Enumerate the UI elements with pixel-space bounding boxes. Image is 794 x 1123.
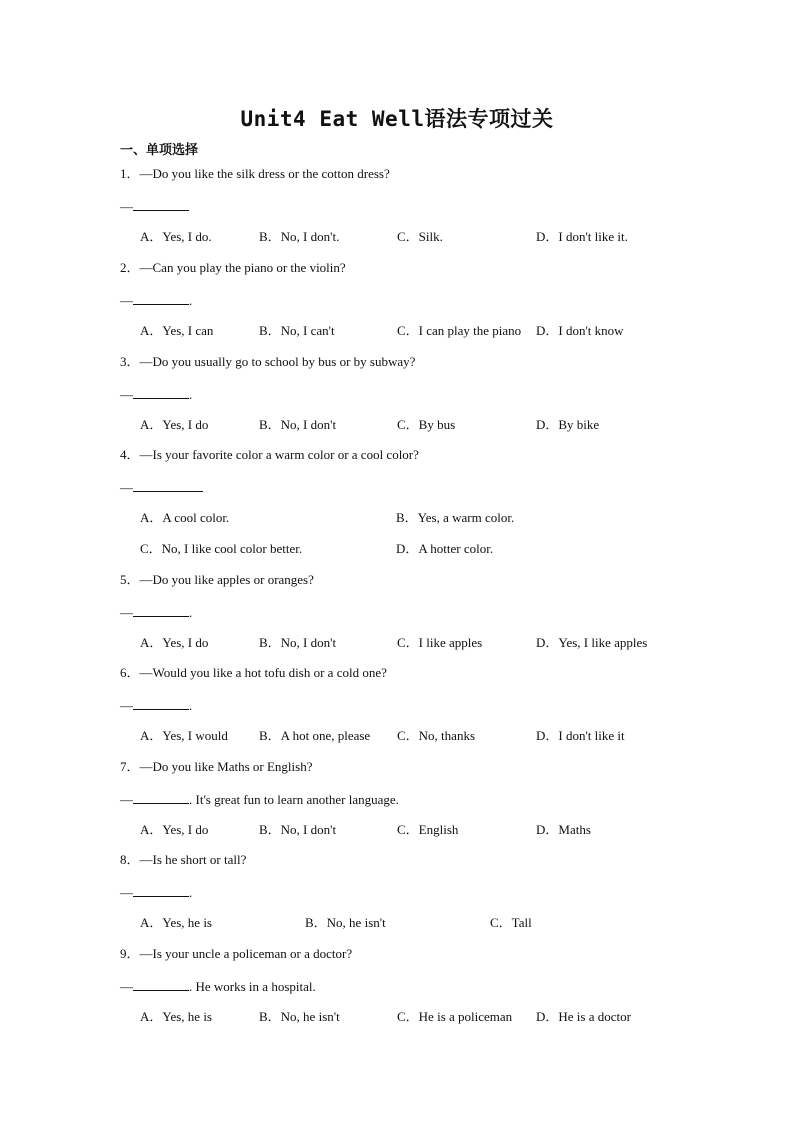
answer-prefix: — — [120, 480, 133, 495]
question-number: 8． — [120, 852, 140, 867]
option-c[interactable]: C．I can play the piano — [397, 323, 522, 338]
question-number: 2． — [120, 260, 140, 275]
answer-line — [120, 697, 192, 714]
question-number: 7． — [120, 759, 140, 774]
option-c[interactable]: C．Silk. — [397, 229, 443, 244]
option-a[interactable]: A．Yes, I would — [140, 728, 228, 743]
answer-blank[interactable] — [133, 604, 189, 617]
question-text — [120, 260, 346, 276]
option-a[interactable]: A．Yes, I can — [140, 323, 214, 338]
option-d[interactable]: D．Yes, I like apples — [536, 635, 648, 650]
answer-line — [120, 978, 316, 995]
option-d[interactable]: D．I don't like it. — [536, 229, 628, 244]
option-a[interactable]: A．Yes, he is — [140, 1009, 212, 1024]
question-prompt: —Do you like Maths or English? — [139, 759, 313, 774]
option-c[interactable]: C．No, thanks — [397, 728, 476, 743]
option-d[interactable]: D．He is a doctor — [536, 1009, 631, 1024]
question-number: 5． — [120, 572, 140, 587]
answer-line — [120, 604, 192, 621]
question-text — [120, 572, 314, 588]
question-prompt: —Is your uncle a policeman or a doctor? — [139, 946, 353, 961]
answer-prefix: — — [120, 698, 133, 713]
answer-blank[interactable] — [133, 791, 189, 804]
question-prompt: —Can you play the piano or the violin? — [139, 260, 346, 275]
answer-suffix: . — [189, 605, 193, 620]
answer-line — [120, 884, 192, 901]
answer-prefix: — — [120, 792, 133, 807]
option-c[interactable]: C．No, I like cool color better. — [140, 541, 303, 556]
answer-blank[interactable] — [133, 479, 203, 492]
answer-blank[interactable] — [133, 697, 189, 710]
option-a[interactable]: A．Yes, he is — [140, 915, 212, 930]
question-text — [120, 759, 312, 775]
option-b[interactable]: B．No, he isn't — [305, 915, 386, 930]
option-a[interactable]: A．Yes, I do — [140, 417, 209, 432]
question-number: 4． — [120, 447, 140, 462]
answer-line — [120, 198, 189, 215]
option-b[interactable]: B．A hot one, please — [259, 728, 371, 743]
option-a[interactable]: A．Yes, I do. — [140, 229, 212, 244]
answer-suffix: . — [189, 885, 193, 900]
question-text — [120, 447, 419, 463]
question-text — [120, 665, 387, 681]
section-heading: 一、单项选择 — [120, 143, 199, 158]
answer-prefix: — — [120, 387, 133, 402]
answer-suffix: . — [189, 293, 193, 308]
answer-suffix: . — [189, 698, 193, 713]
answer-prefix: — — [120, 199, 133, 214]
option-c[interactable]: C．Tall — [490, 915, 532, 930]
answer-suffix: . He works in a hospital. — [189, 979, 316, 994]
option-d[interactable]: D．A hotter color. — [396, 541, 494, 556]
option-b[interactable]: B．No, I can't — [259, 323, 335, 338]
answer-line — [120, 479, 203, 496]
answer-line — [120, 791, 399, 808]
option-a[interactable]: A．Yes, I do — [140, 635, 209, 650]
answer-suffix: . It's great fun to learn another language. — [189, 792, 399, 807]
answer-blank[interactable] — [133, 198, 189, 211]
option-b[interactable]: B．No, he isn't — [259, 1009, 340, 1024]
option-d[interactable]: D．I don't like it — [536, 728, 625, 743]
option-b[interactable]: B．No, I don't — [259, 635, 337, 650]
question-prompt: —Is your favorite color a warm color or a cool color? — [139, 447, 419, 462]
answer-blank[interactable] — [133, 978, 189, 991]
question-text — [120, 946, 352, 962]
answer-suffix: . — [189, 387, 193, 402]
option-a[interactable]: A．Yes, I do — [140, 822, 209, 837]
option-c[interactable]: C．English — [397, 822, 459, 837]
question-prompt: —Is he short or tall? — [139, 852, 247, 867]
option-c[interactable]: C．I like apples — [397, 635, 483, 650]
option-b[interactable]: B．Yes, a warm color. — [396, 510, 515, 525]
question-prompt: —Do you like apples or oranges? — [139, 572, 314, 587]
question-prompt: —Do you like the silk dress or the cotton dress? — [139, 166, 390, 181]
question-number: 6． — [120, 665, 140, 680]
question-number: 3． — [120, 354, 140, 369]
answer-blank[interactable] — [133, 386, 189, 399]
option-c[interactable]: C．He is a policeman — [397, 1009, 513, 1024]
option-d[interactable]: D．By bike — [536, 417, 600, 432]
option-b[interactable]: B．No, I don't — [259, 417, 337, 432]
question-prompt: —Would you like a hot tofu dish or a cold one? — [139, 665, 387, 680]
answer-prefix: — — [120, 885, 133, 900]
answer-prefix: — — [120, 605, 133, 620]
question-text — [120, 354, 415, 370]
answer-line — [120, 386, 192, 403]
question-number: 9． — [120, 946, 140, 961]
option-a[interactable]: A．A cool color. — [140, 510, 230, 525]
option-c[interactable]: C．By bus — [397, 417, 456, 432]
answer-prefix: — — [120, 979, 133, 994]
question-text — [120, 166, 390, 182]
question-text — [120, 852, 246, 868]
question-number: 1． — [120, 166, 140, 181]
answer-prefix: — — [120, 293, 133, 308]
question-prompt: —Do you usually go to school by bus or by subway? — [139, 354, 416, 369]
answer-line — [120, 292, 192, 309]
page-title: Unit4 Eat Well语法专项过关 — [240, 107, 554, 131]
answer-blank[interactable] — [133, 884, 189, 897]
option-b[interactable]: B．No, I don't. — [259, 229, 340, 244]
option-b[interactable]: B．No, I don't — [259, 822, 337, 837]
option-d[interactable]: D．I don't know — [536, 323, 624, 338]
option-d[interactable]: D．Maths — [536, 822, 591, 837]
answer-blank[interactable] — [133, 292, 189, 305]
